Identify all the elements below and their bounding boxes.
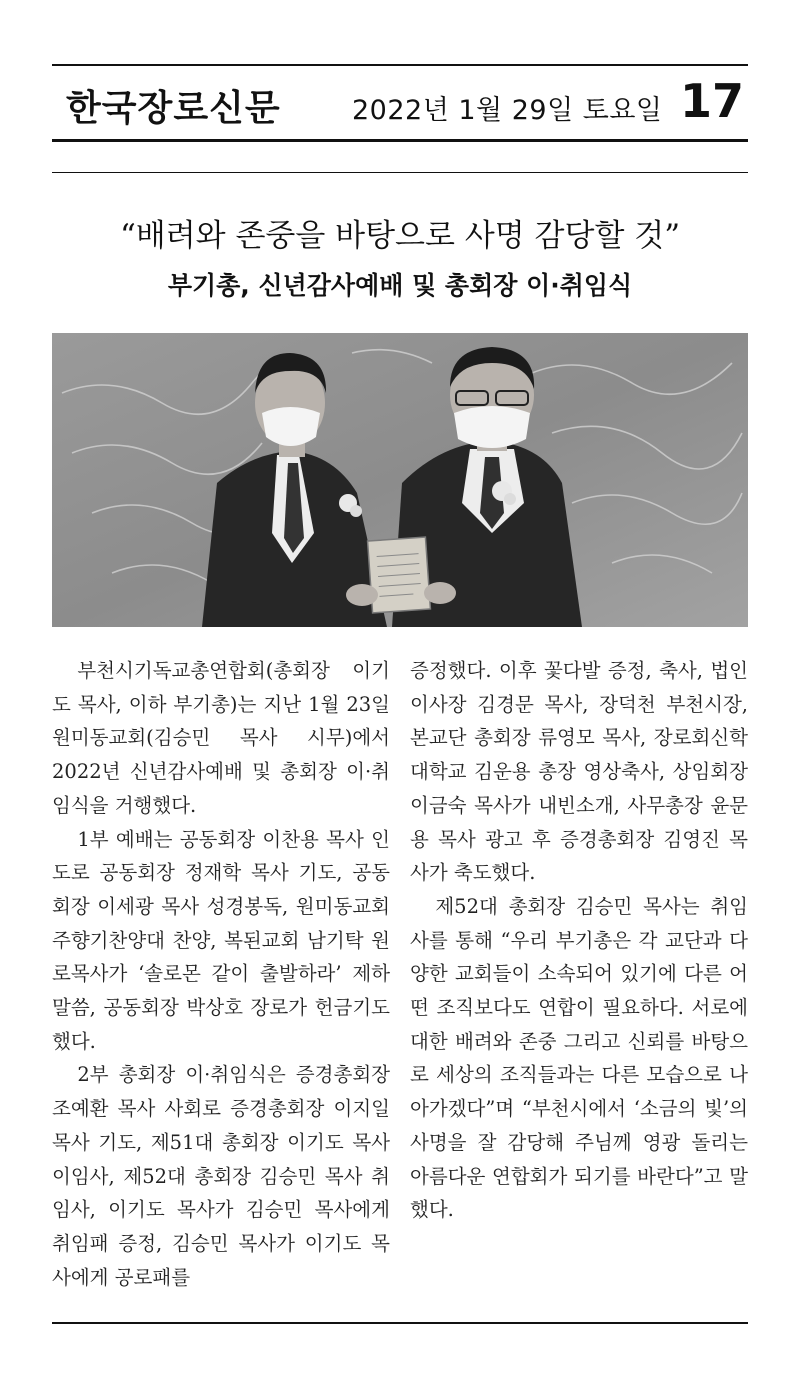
article-left-column <box>52 654 390 1294</box>
issue-date: 2022년 1월 29일 토요일 <box>352 95 663 126</box>
masthead-rule <box>52 139 748 142</box>
bottom-rule <box>52 1322 748 1324</box>
masthead <box>52 74 748 134</box>
article-paragraph: 제52대 총회장 김승민 목사는 취임사를 통해 “우리 부기총은 각 교단과 다양한 교회들이 소속되어 있기에 다른 어떤 조직보다도 연합이 필요하다. 서로에 대한 배려와 존중 그리고 신뢰를 바탕으로 세상의 조직들과는 다른 모습으로 나아가겠다”며 “부천시에서 ‘소금의 빛’의 사명을 잘 감당해 주님께 영광 돌리는 아름다운 연합회가 되기를 바란다”고 말했다. <box>410 894 748 1222</box>
article-paragraph: 1부 예배는 공동회장 이찬용 목사 인도로 공동회장 정재학 목사 기도, 공동회장 이세광 목사 성경봉독, 원미동교회 주향기찬양대 찬양, 복된교회 남기탁 원로목사가 ‘솔로몬 같이 출발하라’ 제하 말씀, 공동회장 박상호 장로가 헌금기도했다. <box>52 827 390 1053</box>
top-rule <box>52 64 748 66</box>
article-right-column <box>410 654 748 1227</box>
two-pastors-photo <box>52 333 748 627</box>
page-number: 17 <box>679 74 744 128</box>
article-subheadline: 부기총, 신년감사예배 및 총회장 이·취임식 <box>167 271 633 300</box>
article-headline: “배려와 존중을 바탕으로 사명 감당할 것” <box>119 218 681 254</box>
article-paragraph: 2부 총회장 이·취임식은 증경총회장 조예환 목사 사회로 증경총회장 이지일 목사 기도, 제51대 총회장 이기도 목사 이임사, 제52대 총회장 김승민 목사 취임사, 이기도 목사가 김승민 목사에게 취임패 증정, 김승민 목사가 이기도 목사에게 공로패를 <box>52 1063 390 1289</box>
article-paragraph-continued: 증정했다. 이후 꽃다발 증정, 축사, 법인이사장 김경문 목사, 장덕천 부천시장, 본교단 총회장 류영모 목사, 장로회신학대학교 김운용 총장 영상축사, 상임회장 이금숙 목사가 내빈소개, 사무총장 윤문용 목사 광고 후 증경총회장 김영진 목사가 축도했다. <box>410 659 748 885</box>
article-paragraph: 부천시기독교총연합회(총회장 이기도 목사, 이하 부기총)는 지난 1월 23일 원미동교회(김승민 목사 시무)에서 2022년 신년감사예배 및 총회장 이·취임식을 거행했다. <box>52 659 390 817</box>
article-photo <box>52 333 748 627</box>
section-rule <box>52 172 748 173</box>
newspaper-name: 한국장로신문 <box>66 87 281 129</box>
